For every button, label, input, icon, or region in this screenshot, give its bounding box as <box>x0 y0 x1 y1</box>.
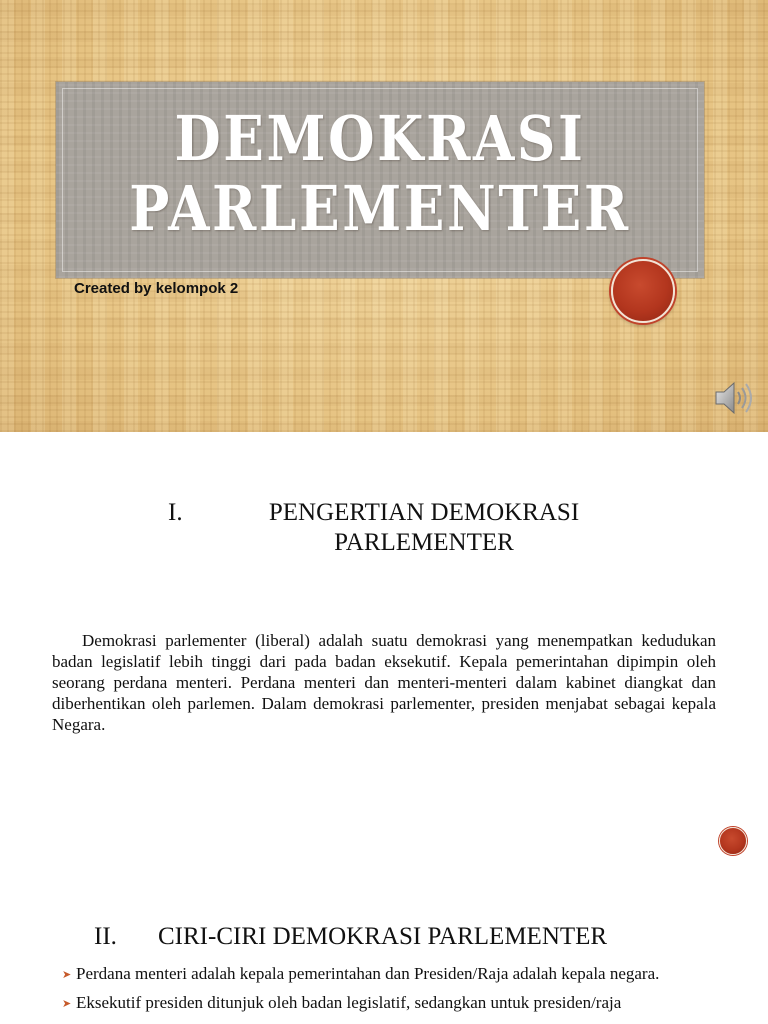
section-heading-2 <box>94 922 607 952</box>
section-title: CIRI-CIRI DEMOKRASI PARLEMENTER <box>158 923 608 950</box>
arrow-bullet-icon: ➤ <box>62 968 72 981</box>
arrow-bullet-icon: ➤ <box>62 997 72 1010</box>
main-title <box>101 104 658 244</box>
section-number: I. <box>168 499 183 526</box>
section-title: PENGERTIAN DEMOKRASI PARLEMENTER <box>268 499 580 556</box>
list-item-text: Eksekutif presiden ditunjuk oleh badan legislatif, sedangkan untuk presiden/raja <box>76 993 622 1012</box>
definition-paragraph: Demokrasi parlementer (liberal) adalah suatu demokrasi yang menempatkan kedudukan badan legislatif lebih tinggi dari pada badan eksekutif. Kepala pemerintahan dipimpin oleh seorang perdana menteri. Perdana menteri dan menteri-menteri dalam kabinet diangkat dan diberhentikan oleh parlemen. Dalam demokrasi parlementer, presiden menjabat sebagai kepala Negara. <box>52 631 716 734</box>
title-line-1: DEMOKRASI <box>174 102 586 175</box>
section-number: II. <box>94 923 117 950</box>
decorative-circle-icon <box>719 827 747 855</box>
characteristics-slide <box>0 864 768 1024</box>
list-item-text: Perdana menteri adalah kepala pemerintahan dan Presiden/Raja adalah kepala negara. <box>76 964 660 983</box>
list-item <box>62 964 696 983</box>
speaker-icon[interactable] <box>712 376 756 420</box>
title-slide <box>0 0 768 432</box>
subtitle: Created by kelompok 2 <box>74 280 239 297</box>
title-line-2: PARLEMENTER <box>129 172 631 245</box>
definition-slide <box>0 432 768 864</box>
decorative-circle-icon <box>611 259 675 323</box>
characteristics-list <box>62 964 696 1022</box>
list-item <box>62 993 696 1012</box>
